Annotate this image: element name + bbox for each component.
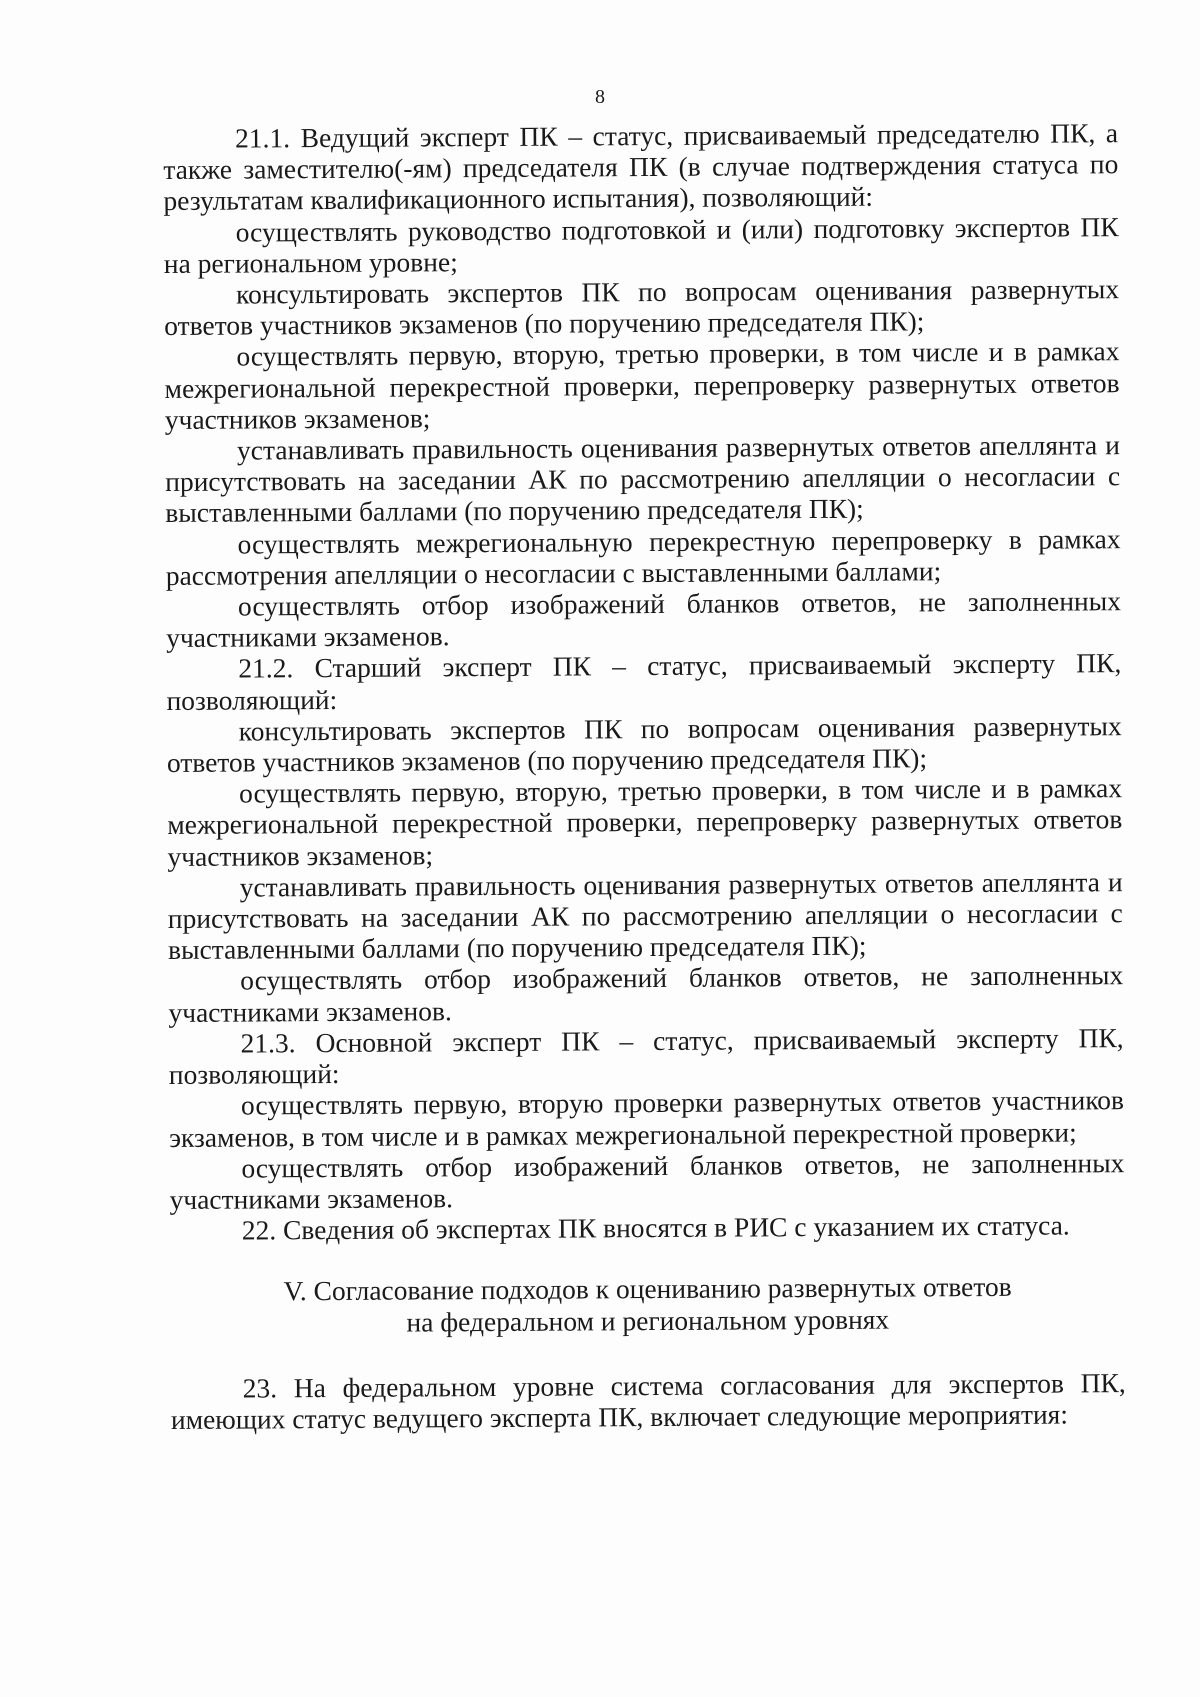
page-number: 8 — [595, 86, 605, 108]
document-body — [163, 117, 1126, 1435]
paragraph-21-1: 21.1. Ведущий эксперт ПК – статус, присваиваемый председателю ПК, а также заместителю(-ям) председателя ПК (в случае подтверждения статуса по результатам квалификационного испытания), позволяющий: — [163, 117, 1119, 217]
paragraph-23: 23. На федеральном уровне система согласования для экспертов ПК, имеющих статус ведущего эксперта ПК, включает следующие мероприятия: — [170, 1366, 1126, 1435]
section-heading — [170, 1270, 1125, 1338]
paragraph-item: осуществлять первую, вторую, третью проверки, в том числе и в рамках межрегиональной перекрестной проверки, перепроверку развернутых ответов участников экзаменов; — [167, 772, 1123, 872]
paragraph-item: осуществлять отбор изображений бланков ответов, не заполненных участниками экзаменов. — [166, 585, 1122, 654]
section-heading-line-1: V. Согласование подходов к оцениванию развернутых ответов — [283, 1271, 1012, 1307]
paragraph-22: 22. Сведения об экспертах ПК вносятся в РИС с указанием их статуса. — [241, 1209, 1070, 1246]
paragraph-item: консультировать экспертов ПК по вопросам оценивания развернутых ответов участников экзаменов (по поручению председателя ПК); — [164, 273, 1120, 342]
paragraph-item: осуществлять межрегиональную перекрестную перепроверку в рамках рассмотрения апелляции о несогласии с выставленными баллами; — [165, 522, 1121, 591]
paragraph-item: осуществлять отбор изображений бланков ответов, не заполненных участниками экзаменов. — [168, 959, 1124, 1028]
paragraph-item: осуществлять первую, вторую, третью проверки, в том числе и в рамках межрегиональной перекрестной проверки, перепроверку развернутых ответов участников экзаменов; — [164, 335, 1120, 435]
paragraph-item: устанавливать правильность оценивания развернутых ответов апеллянта и присутствовать на заседании АК по рассмотрению апелляции о несогласии с выставленными баллами (по поручению председателя ПК); — [165, 429, 1121, 529]
section-heading-line-2: на федеральном и региональном уровнях — [406, 1303, 890, 1338]
paragraph-item: осуществлять руководство подготовкой и (или) подготовку экспертов ПК на региональном уровне; — [163, 210, 1119, 279]
paragraph-item: устанавливать правильность оценивания развернутых ответов апеллянта и присутствовать на заседании АК по рассмотрению апелляции о несогласии с выставленными баллами (по поручению председателя ПК); — [167, 866, 1123, 966]
paragraph-item: осуществлять первую, вторую проверки развернутых ответов участников экзаменов, в том числе и в рамках межрегиональной перекрестной проверки; — [169, 1084, 1125, 1153]
paragraph-21-3: 21.3. Основной эксперт ПК – статус, присваиваемый эксперту ПК, позволяющий: — [168, 1022, 1124, 1091]
paragraph-21-2: 21.2. Старший эксперт ПК – статус, присваиваемый эксперту ПК, позволяющий: — [166, 647, 1122, 716]
paragraph-item: осуществлять отбор изображений бланков ответов, не заполненных участниками экзаменов. — [169, 1146, 1125, 1215]
paragraph-item: консультировать экспертов ПК по вопросам оценивания развернутых ответов участников экзаменов (по поручению председателя ПК); — [166, 710, 1122, 779]
